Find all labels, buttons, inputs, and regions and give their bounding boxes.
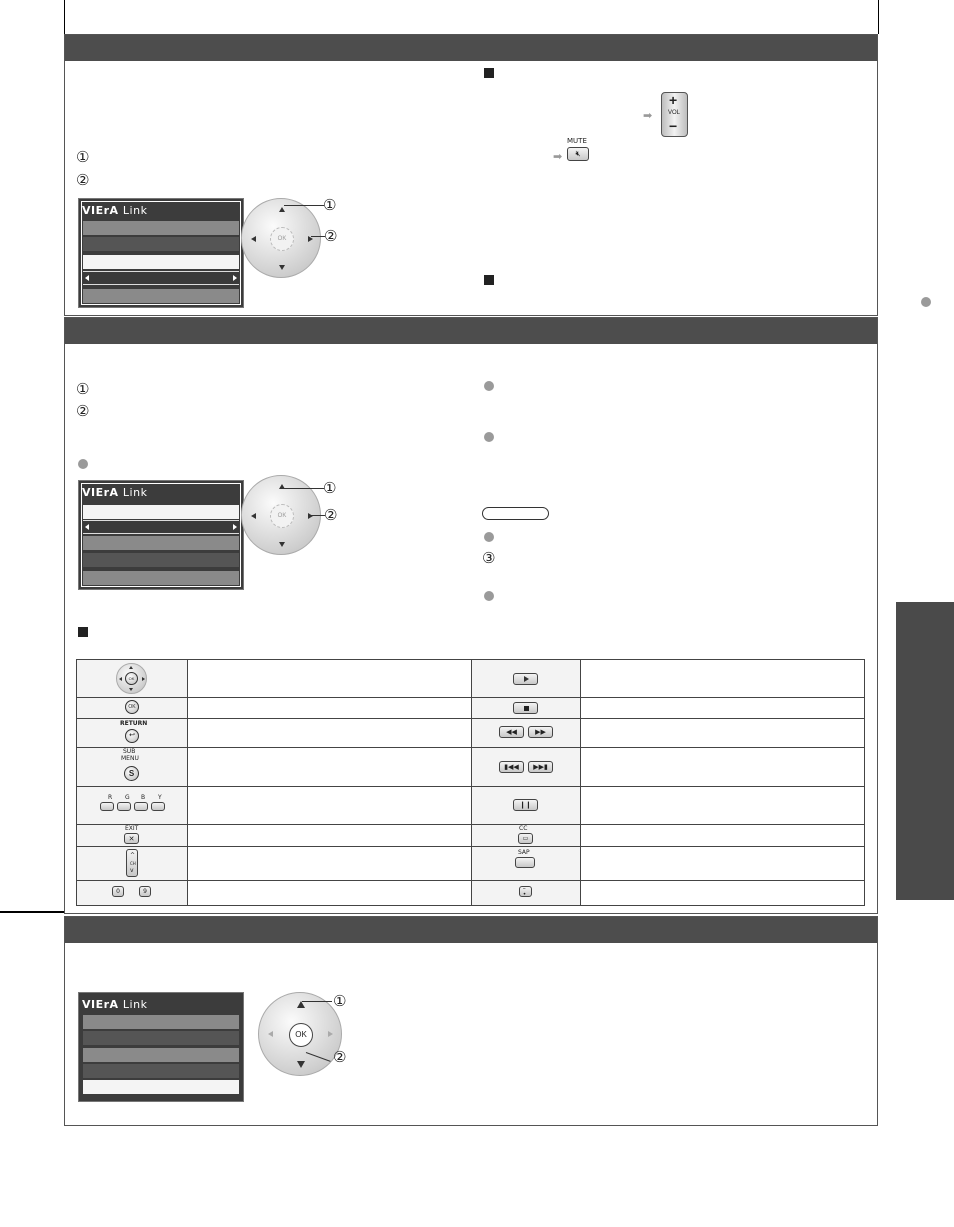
caption-icon: ▭ bbox=[522, 834, 529, 842]
ch-label: CH bbox=[130, 861, 136, 866]
menu-row-selected[interactable] bbox=[83, 520, 239, 534]
mute-label: MUTE bbox=[567, 137, 587, 145]
viera-link-menu-2 bbox=[78, 480, 244, 590]
step-1-marker: ① bbox=[76, 148, 90, 166]
sap-label: SAP bbox=[518, 849, 530, 856]
return-label: RETURN bbox=[120, 720, 148, 727]
ok-icon: OK bbox=[125, 672, 138, 685]
arrow-left-icon bbox=[119, 677, 122, 681]
viera-link-logo: VIErA Link bbox=[82, 998, 148, 1011]
chevron-up-icon: ^ bbox=[130, 852, 136, 859]
section-middle-header-bar bbox=[65, 318, 877, 344]
arrow-right-icon bbox=[328, 1031, 333, 1037]
table-row-line bbox=[77, 697, 864, 698]
arrow-up-icon bbox=[129, 666, 133, 669]
dash-button-icon bbox=[519, 886, 532, 897]
menu-label: MENU bbox=[121, 755, 139, 762]
skip-back-icon: ▮◀◀ bbox=[504, 763, 519, 771]
arrow-left-icon bbox=[268, 1031, 273, 1037]
rewind-icon: ◀◀ bbox=[506, 728, 517, 736]
color-key-label-g: G bbox=[125, 794, 130, 801]
heading-bullet bbox=[484, 68, 494, 78]
play-button-icon bbox=[513, 673, 538, 685]
mute-icon: 🔇︎ bbox=[575, 149, 581, 158]
table-row-line bbox=[77, 718, 864, 719]
arrow-down-icon bbox=[297, 1061, 305, 1068]
table-row-line bbox=[77, 786, 864, 787]
number-key-0-icon bbox=[112, 886, 124, 897]
heading-bullet bbox=[78, 627, 88, 637]
table-row-line bbox=[77, 747, 864, 748]
viera-link-logo: VIErA Link bbox=[82, 486, 148, 499]
arrow-right-icon bbox=[142, 677, 145, 681]
arrow-left-icon bbox=[251, 513, 256, 519]
menu-row[interactable] bbox=[83, 571, 239, 585]
arrow-left-icon bbox=[251, 236, 256, 242]
mute-button[interactable] bbox=[567, 147, 589, 161]
menu-row[interactable] bbox=[83, 237, 239, 251]
menu-row[interactable] bbox=[83, 221, 239, 235]
ok-button-icon: OK bbox=[125, 700, 139, 714]
direction-pad-1[interactable] bbox=[241, 198, 321, 278]
direction-pad-3[interactable] bbox=[258, 992, 342, 1076]
sub-label: SUB bbox=[123, 748, 136, 755]
stop-button-icon bbox=[513, 702, 538, 714]
exit-label: EXIT bbox=[125, 825, 139, 832]
stop-icon bbox=[524, 706, 529, 711]
callout-1: ① bbox=[323, 196, 337, 214]
color-key-label-b: B bbox=[141, 794, 146, 801]
viera-link-menu-1 bbox=[78, 198, 244, 308]
exit-button-icon bbox=[124, 833, 139, 844]
menu-row[interactable] bbox=[83, 1048, 239, 1062]
ok-button[interactable]: OK bbox=[289, 1023, 313, 1047]
menu-row[interactable] bbox=[83, 289, 239, 303]
ok-button[interactable]: OK bbox=[270, 227, 294, 251]
heading-bullet bbox=[484, 275, 494, 285]
cc-label: CC bbox=[519, 825, 528, 832]
menu-row[interactable] bbox=[83, 255, 239, 269]
pill-button[interactable] bbox=[482, 507, 549, 520]
skip-forward-icon: ▶▶▮ bbox=[533, 763, 548, 771]
callout-2: ② bbox=[333, 1048, 347, 1066]
side-bullet bbox=[921, 297, 931, 307]
rewind-button-icon bbox=[499, 726, 524, 738]
note-bullet bbox=[484, 532, 494, 542]
step-2-marker: ② bbox=[76, 171, 90, 189]
arrow-icon: ➡ bbox=[553, 151, 563, 163]
vol-minus-icon: − bbox=[669, 118, 678, 134]
menu-row[interactable] bbox=[83, 1031, 239, 1045]
key-0-label: 0 bbox=[116, 887, 120, 895]
exit-icon: ✕ bbox=[128, 834, 135, 843]
arrow-up-icon bbox=[297, 1001, 305, 1008]
section-bottom-header-bar bbox=[65, 917, 877, 943]
note-bullet bbox=[484, 381, 494, 391]
menu-row[interactable] bbox=[83, 536, 239, 550]
skip-back-button-icon bbox=[499, 761, 524, 773]
mini-dpad-icon bbox=[116, 663, 147, 694]
arrow-right-icon bbox=[308, 513, 313, 519]
callout-line-2 bbox=[311, 515, 325, 516]
callout-line-2 bbox=[311, 236, 325, 237]
note-bullet bbox=[78, 459, 88, 469]
callout-line-1 bbox=[284, 488, 324, 489]
step-1-marker: ① bbox=[76, 380, 90, 398]
menu-row[interactable] bbox=[83, 505, 239, 519]
callout-2: ② bbox=[324, 506, 338, 524]
callout-2: ② bbox=[324, 227, 338, 245]
table-row-line bbox=[77, 880, 864, 881]
remote-operations-table bbox=[76, 659, 865, 906]
arrow-down-icon bbox=[279, 542, 285, 547]
viera-link-menu-3 bbox=[78, 992, 244, 1102]
note-bullet bbox=[484, 432, 494, 442]
section-top-header-bar bbox=[65, 35, 877, 61]
red-key-icon bbox=[100, 802, 114, 811]
menu-row[interactable] bbox=[83, 1064, 239, 1078]
note-bullet bbox=[484, 591, 494, 601]
arrow-down-icon bbox=[279, 265, 285, 270]
step-2-marker: ② bbox=[76, 402, 90, 420]
fast-forward-button-icon bbox=[528, 726, 553, 738]
key-9-label: 9 bbox=[143, 887, 147, 895]
play-icon bbox=[524, 676, 529, 682]
chapter-side-tab bbox=[896, 602, 954, 900]
menu-row-selected[interactable] bbox=[83, 1080, 239, 1094]
return-button-icon: ↩ bbox=[125, 729, 139, 743]
blue-key-icon bbox=[134, 802, 148, 811]
crop-mark-top-left bbox=[64, 0, 65, 34]
callout-1: ① bbox=[333, 992, 347, 1010]
dash-icon: –• bbox=[522, 884, 527, 898]
arrow-icon: ➡ bbox=[643, 110, 653, 122]
callout-line-1 bbox=[302, 1001, 332, 1002]
vol-plus-icon: + bbox=[669, 92, 678, 108]
menu-row[interactable] bbox=[83, 553, 239, 567]
crop-mark-top-right bbox=[878, 0, 879, 34]
callout-1: ① bbox=[323, 479, 337, 497]
step-3-marker: ③ bbox=[482, 549, 496, 567]
pause-button-icon bbox=[513, 799, 538, 811]
pause-icon: ❙❙ bbox=[519, 801, 532, 809]
chevron-down-icon: v bbox=[130, 867, 134, 874]
color-key-label-y: Y bbox=[158, 794, 162, 801]
skip-forward-button-icon bbox=[528, 761, 553, 773]
menu-row-selected[interactable] bbox=[83, 271, 239, 285]
channel-rocker-icon bbox=[126, 849, 138, 877]
vol-button[interactable] bbox=[661, 92, 688, 137]
arrow-up-icon bbox=[279, 207, 285, 212]
ok-button[interactable]: OK bbox=[270, 504, 294, 528]
fast-forward-icon: ▶▶ bbox=[535, 728, 546, 736]
vol-label: VOL bbox=[668, 110, 681, 116]
green-key-icon bbox=[117, 802, 131, 811]
table-row-line bbox=[77, 824, 864, 825]
menu-row[interactable] bbox=[83, 1015, 239, 1029]
direction-pad-2[interactable] bbox=[241, 475, 321, 555]
cc-button-icon bbox=[518, 833, 533, 844]
submenu-button-icon: S bbox=[124, 766, 139, 781]
table-row-line bbox=[77, 846, 864, 847]
viera-link-logo: VIErA Link bbox=[82, 204, 148, 217]
number-key-9-icon bbox=[139, 886, 151, 897]
crop-mark-left bbox=[0, 911, 64, 913]
color-key-label-r: R bbox=[108, 794, 113, 801]
callout-line-1 bbox=[284, 205, 324, 206]
arrow-down-icon bbox=[129, 688, 133, 691]
yellow-key-icon bbox=[151, 802, 165, 811]
sap-button-icon bbox=[515, 857, 535, 868]
